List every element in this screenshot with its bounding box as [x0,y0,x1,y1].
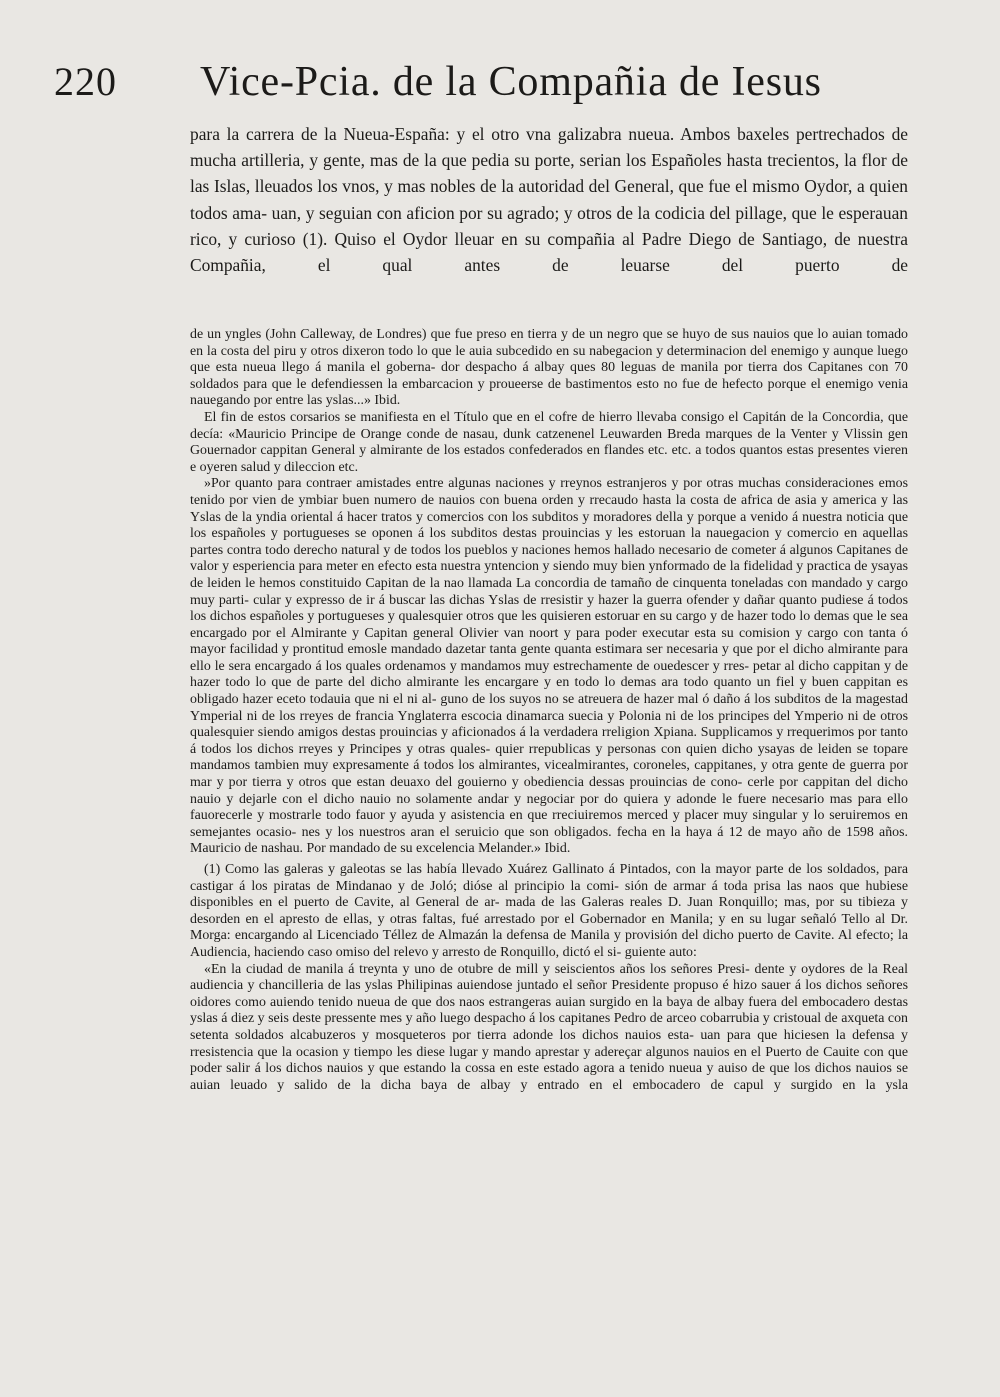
main-text [190,121,908,278]
page-header [54,56,934,112]
footnote-title-text-paragraph: »Por quanto para contraer amistades entre algunas naciones y rreynos estranjeros y por otras muchas consideraciones emos tenido por vien de ymbiar buen numero de nauios con buena orden y rrecaudo hasta la costa de africa de asia y america y las Yslas de la yndia oriental á hacer tratos y comercios con los subditos y moradores della y porque a venido á nuestra noticia que los españoles y portugueses se oponen á los subditos destas prouincias y les estoruan la nauegacion y comercio en aquellas partes contra todo derecho natural y de todos los pueblos y naciones hemos hallado necesario de cometer á algunos Capitanes de valor y esperiencia para meter en efecto esta nuestra yntencion y siendo muy bien ynformado de la fidelidad y practica de ysayas de leiden le hemos constituido Capitan de la nao llamada La concordia de tamaño de cinquenta toneladas con mandado y cargo muy parti- cular y expresso de ir á buscar las dichas Yslas de rresistir y hazer la guerra ofender y dañar quanto pudiese á todos los dichos españoles y portugueses y qualesquier otros que les quisieren estoruar en su cargo y de hazer todo lo demas que le sea encargado por el Almirante y Capitan general Olivier van noort y para poder executar esta su comision y cargo con tanta ó mayor facilidad y prontitud emosle mandado dazetar tanta gente quanta estimara ser necesaria y que por el dicho almirante para ello le sera encargado á los quales ordenamos y mandamos muy estrechamente de ouedescer y rres- petar al dicho cappitan y de hazer todo lo que de parte del dicho almirante les encargare y en todo lo demas ara todo quanto un fiel y buen cappitan es obligado hazer eceto todauia que ni el ni al- guno de los suyos no se atreuera de hazer mal ó daño á los subditos de la magestad Ymperial ni de los rreyes de francia Ynglaterra escocia dinamarca suecia y Polonia ni de los principes del Ymperio ni de otros qualesquier siendo amigos destas prouincias y aficionados á la verdadera rreligion Xpiana. Supplicamos y rrequerimos por tanto á todos los dichos rreyes y Principes y otras quales- quier rrepublicas y personas con quien dicho ysayas de leiden se topare mandamos tambien muy expresamente á todos los almirantes, vicealmirantes, coroneles, cappitanes, y otra gente de guerra por mar y por tierra y otros que estan deuaxo del gouierno y obediencia dessas prouincias de cono- cerle por cappitan del dicho nauio y dejarle con el dicho nauio no solamente andar y negociar por do quiera y adonde le fuere necesario mas para ello fauorecerle y mostrarle todo fauor y ayuda y asistencia en que rreciuiremos merced y placer muy singular y lo seruiremos en semejantes ocasio- nes y los nuestros aran el seruicio que son obligados. fecha en la haya á 12 de mayo año de 1598 años. Mauricio de nashau. Por mandado de su excelencia Melander.» Ibid. [190,476,908,857]
footnote-auto-paragraph: «En la ciudad de manila á treynta y uno de otubre de mill y seiscientos años los señores Presi- dente y oydores de la Real audiencia y chancilleria de las yslas Philipinas auiendose juntado el señor Presidente propuso é hizo sauer á los dichos señores oidores como auiendo tenido nueua de que dos naos estrangeras auian surgido en la baya de albay fuera del embocadero destas yslas á diez y seis deste pressente mes y año luego despacho á los capitanes Pedro de arceo cobarrubia y cristoual de axqueta con setenta soldados alcabuzeros y mosqueteros por tierra adonde los dichos nauios esta- uan para que hiciesen la defensa y rresistencia que la ocasion y tiempo les diese lugar y mando aprestar y adereçar algunos nauios en el Puerto de Cauite con que poder salir á los dichos nauios y que estando la cossa en este estado agora a tenido nueua y auiso de que los dichos nauios se auian leuado y salido de la dicha baya de albay y entrado en el embocadero de capul y surgido en la ysla [190,961,908,1093]
running-title: Vice-Pcia. de la Compañia de Iesus [200,59,822,105]
footnotes [190,327,908,1094]
footnote-1: (1) Como las galeras y galeotas se las había llevado Xuárez Gallinato á Pintados, con la mayor parte de los soldados, para castigar á los piratas de Mindanao y de Joló; dióse al principio la comi- sión de armar á toda prisa las naos que hubiese disponibles en el puerto de Cavite, al General de ar- mada de las Galeras reales D. Juan Ronquillo; mas, por su tibieza y desorden en el apresto de ellas, y otras faltas, fué arrestado por el Gobernador en Manila; y en su lugar señaló Tello al Dr. Morga: encargando al Licenciado Téllez de Almazán la defensa de Manila y provisión del dicho puerto de Cavite. Al efecto; la Audiencia, haciendo caso omiso del relevo y arresto de Ronquillo, dictó el si- guiente auto: [190,862,908,960]
page-number: 220 [54,59,117,104]
footnote-continuation: de un yngles (John Calleway, de Londres) que fue preso en tierra y de un negro que se huyo de sus nauios que lo auian tomado en la costa del piru y otros dixeron todo lo que le auia subcedido en su nabegacion y determinacion del enemigo y aunque luego que esta nueua llego á manila el goberna- dor despacho á albay ques 80 leguas de manila por tierra dos Capitanes con 70 soldados para que le defendiessen la embarcacion y proueerse de bastimentos esto no fue de hefecto porque el enemigo venia nauegando por entre las yslas...» Ibid. [190,327,908,409]
footnote-corsarios-paragraph: El fin de estos corsarios se manifiesta en el Título que en el cofre de hierro llevaba consigo el Capitán de la Concordia, que decía: «Mauricio Principe de Orange conde de nasau, dunk catzenenel Leuwarden Breda marques de la Venter y Vlissin gen Gouernador cappitan General y almirante de los estados confederados en flandes etc. etc. a todos quantos estas presentes vieren e oyeren salud y dileccion etc. [190,409,908,475]
main-paragraph: para la carrera de la Nueua-España: y el otro vna galizabra nueua. Ambos baxeles pertrechados de mucha artilleria, y gente, mas de la que pedia su porte, serian los Españoles hasta trecientos, la flor de las Islas, lleuados los vnos, y mas nobles de la autoridad del General, que fue el mismo Oydor, a quien todos ama- uan, y seguian con aficion por su agrado; y otros de la codicia del pillage, que le esperauan rico, y curioso (1). Quiso el Oydor lleuar en su compañia al Padre Diego de Santiago, de nuestra Compañia, el qual antes de leuarse del puerto de [190,124,908,276]
